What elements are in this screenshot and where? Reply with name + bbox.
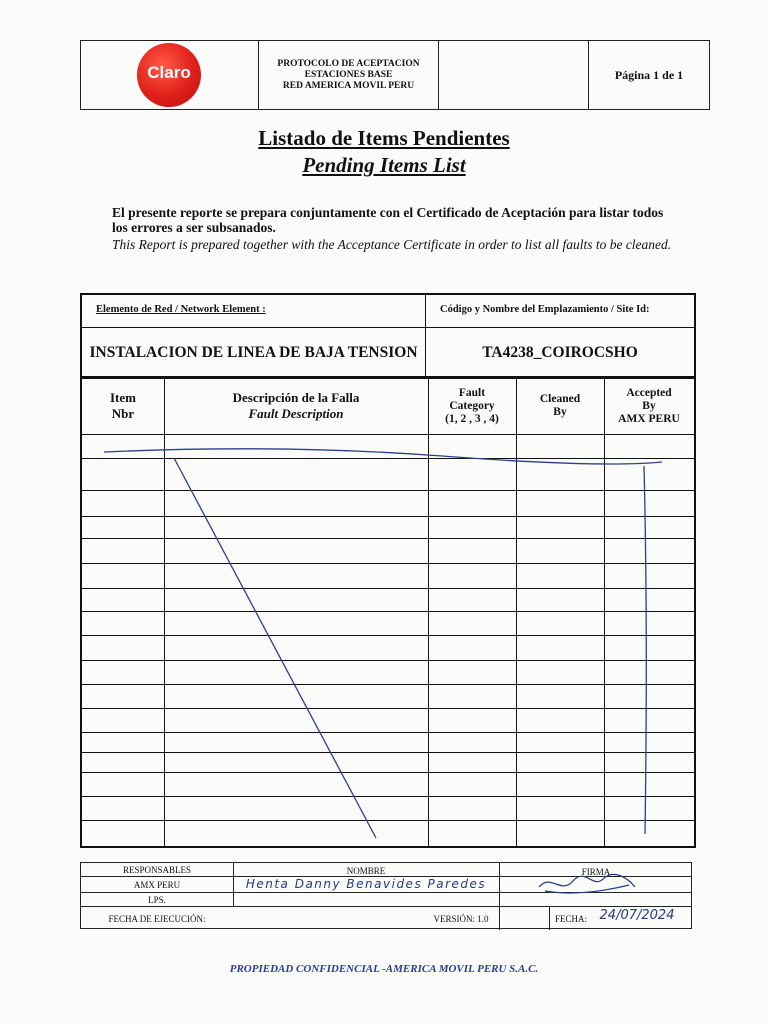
responsables-label: RESPONSABLES <box>122 865 192 875</box>
protocol-line: ESTACIONES BASE <box>304 69 393 80</box>
nombre-label: NOMBRE <box>346 866 386 876</box>
header-fault-category: Fault Category (1, 2 , 3 , 4) <box>445 386 499 425</box>
header-item-nbr: Item Nbr <box>110 390 136 421</box>
lps-label: LPS. <box>148 895 166 905</box>
claro-logo: Claro <box>137 43 201 107</box>
firma-label: FIRMA <box>581 867 611 877</box>
protocol-title <box>259 41 439 109</box>
fecha-ejecucion-label: FECHA DE EJECUCIÓN: <box>108 914 206 924</box>
responsables-table <box>80 862 692 929</box>
pending-items-table <box>80 376 696 848</box>
network-element-label: Elemento de Red / Network Element : <box>82 295 426 328</box>
network-element-block <box>80 293 696 379</box>
handwritten-strikeout <box>82 378 694 846</box>
confidential-notice: PROPIEDAD CONFIDENCIAL -AMERICA MOVIL PERU S.A.C. <box>229 963 539 975</box>
amx-peru-label: AMX PERU <box>133 880 181 890</box>
title-spanish: Listado de Items Pendientes <box>258 126 510 150</box>
horizontal-pen-stroke <box>104 449 662 464</box>
fecha-value: 24/07/2024 <box>599 908 675 923</box>
site-id-label: Código y Nombre del Emplazamiento / Site Id: <box>426 295 694 328</box>
version-label: VERSIÓN: 1.0 <box>433 914 489 924</box>
row-divider <box>81 906 691 907</box>
protocol-line: RED AMERICA MOVIL PERU <box>282 80 415 91</box>
col-divider <box>549 906 550 930</box>
header-cleaned-by: Cleaned By <box>539 393 581 418</box>
logo-cell <box>81 41 259 109</box>
document-header <box>80 40 710 110</box>
page-number: Página 1 de 1 <box>614 67 684 82</box>
diagonal-pen-stroke <box>174 458 376 838</box>
network-element-value: INSTALACION DE LINEA DE BAJA TENSION <box>82 328 426 377</box>
fecha-label: FECHA: <box>554 914 587 924</box>
intro-spanish: El presente reporte se prepara conjuntamente con el Certificado de Aceptación para listar todos los errores a ser subsanados. <box>112 205 664 235</box>
site-id-value: TA4238_COIROCSHO <box>482 344 638 361</box>
signature <box>531 869 641 899</box>
title-english: Pending Items List <box>302 153 466 177</box>
protocol-line: PROTOCOLO DE ACEPTACION <box>277 58 420 69</box>
header-blank-cell <box>439 41 589 109</box>
handwritten-name: Henta Danny Benavides Paredes <box>245 877 487 891</box>
header-accepted-by: Accepted By AMX PERU <box>618 386 680 425</box>
intro-english: This Report is prepared together with the Acceptance Certificate in order to list all faults to be cleaned. <box>112 237 672 252</box>
vertical-pen-stroke <box>644 466 646 834</box>
header-fault-description: Descripción de la Falla Fault Description <box>232 390 360 421</box>
